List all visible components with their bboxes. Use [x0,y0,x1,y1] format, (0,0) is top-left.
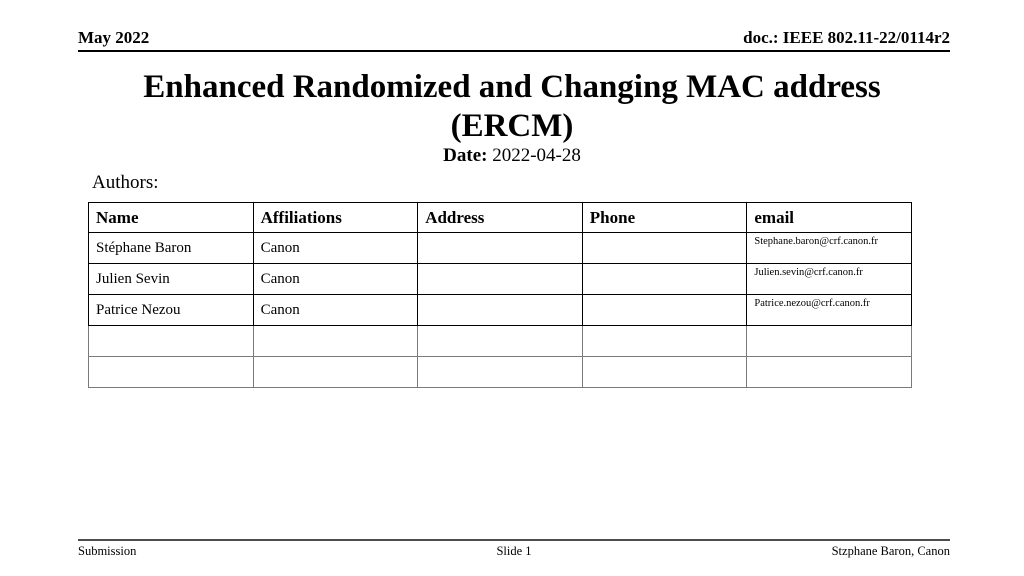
date-value: 2022-04-28 [487,145,581,166]
table-row-empty [89,326,912,357]
cell-phone [582,357,747,388]
cell-phone [582,295,747,326]
cell-affiliation [253,326,418,357]
table-row [89,264,912,295]
slide-title-line1: Enhanced Randomized and Changing MAC address [143,69,881,105]
cell-email: Stephane.baron@crf.canon.fr [747,233,912,264]
authors-label: Authors: [92,172,159,193]
slide-footer [78,539,950,559]
cell-address [418,264,583,295]
cell-affiliation: Canon [253,264,418,295]
slide-title [0,68,1024,146]
header-doc-number: doc.: IEEE 802.11-22/0114r2 [743,28,950,47]
slide-title-line2: (ERCM) [450,107,574,144]
date-label: Date: [443,145,488,166]
column-header-phone: Phone [582,203,747,233]
cell-name: Patrice Nezou [89,295,254,326]
cell-email [747,357,912,388]
column-header-name: Name [89,203,254,233]
cell-affiliation: Canon [253,295,418,326]
cell-email: Patrice.nezou@crf.canon.fr [747,295,912,326]
cell-phone [582,233,747,264]
cell-address [418,326,583,357]
table-row [89,295,912,326]
cell-address [418,233,583,264]
authors-table [88,202,912,388]
cell-name: Stéphane Baron [89,233,254,264]
cell-name [89,357,254,388]
cell-phone [582,264,747,295]
cell-email: Julien.sevin@crf.canon.fr [747,264,912,295]
footer-submission: Submission [78,544,137,558]
cell-name: Julien Sevin [89,264,254,295]
cell-affiliation: Canon [253,233,418,264]
cell-name [89,326,254,357]
table-header-row [89,203,912,233]
footer-slide-number: Slide 1 [496,544,532,558]
table-row-empty [89,357,912,388]
column-header-email: email [747,203,912,233]
cell-phone [582,326,747,357]
cell-affiliation [253,357,418,388]
cell-address [418,295,583,326]
date-line [0,145,1024,167]
column-header-affiliations: Affiliations [253,203,418,233]
cell-address [418,357,583,388]
cell-email [747,326,912,357]
table-row [89,233,912,264]
footer-author: Stzphane Baron, Canon [831,544,950,558]
slide-header [78,28,950,52]
header-date: May 2022 [78,28,150,47]
column-header-address: Address [418,203,583,233]
